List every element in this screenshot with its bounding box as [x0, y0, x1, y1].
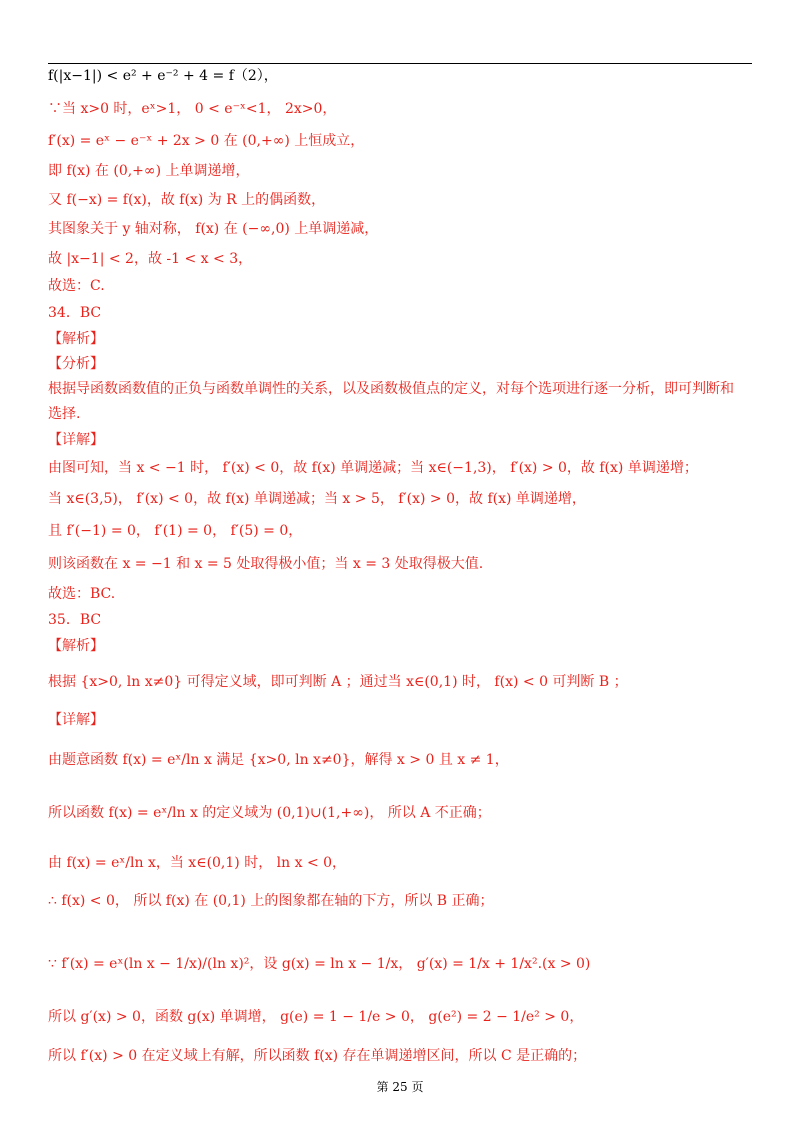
- text-line-24: 由题意函数 f(x) = eˣ/ln x 满足 {x>0, ln x≠0}，解得 x > 0 且 x ≠ 1，: [48, 752, 509, 768]
- text-line-17: 且 f′(−1) = 0， f′(1) = 0， f′(5) = 0，: [48, 523, 303, 539]
- text-line-15: 由图可知，当 x < −1 时， f′(x) < 0，故 f(x) 单调递减；当 x∈(−1,3)， f′(x) > 0，故 f(x) 单调递增；: [48, 460, 698, 476]
- text-line-6: 其图象关于 y 轴对称， f(x) 在 (−∞,0) 上单调递减，: [48, 221, 379, 237]
- section-fenxi: 【分析】: [48, 356, 104, 372]
- text-line-7: 故 |x−1| < 2，故 -1 < x < 3，: [48, 251, 253, 267]
- text-line-13: 选择.: [48, 406, 81, 422]
- text-line-18: 则该函数在 x = −1 和 x = 5 处取得极小值；当 x = 3 处取得极大值.: [48, 556, 484, 572]
- text-line-30: 所以 f′(x) > 0 在定义域上有解，所以函数 f(x) 存在单调递增区间，所以 C 是正确的；: [48, 1048, 587, 1064]
- text-line-1: f(|x−1|) < e² + e⁻² + 4 = f（2），: [48, 68, 278, 84]
- page-number: 第 25 页: [376, 1080, 424, 1094]
- text-line-4: 即 f(x) 在 (0,+∞) 上单调递增，: [48, 163, 250, 179]
- text-line-8: 故选：C.: [48, 278, 105, 294]
- text-line-3: f′(x) = eˣ − e⁻ˣ + 2x > 0 在 (0,+∞) 上恒成立，: [48, 133, 365, 149]
- text-line-27: ∴ f(x) < 0， 所以 f(x) 在 (0,1) 上的图象都在轴的下方，所以 B 正确；: [48, 893, 494, 909]
- text-line-12: 根据导函数函数值的正负与函数单调性的关系，以及函数极值点的定义，对每个选项进行逐一分析，即可判断和: [48, 381, 734, 397]
- text-line-26: 由 f(x) = eˣ/ln x，当 x∈(0,1) 时， ln x < 0，: [48, 855, 347, 871]
- text-line-5: 又 f(−x) = f(x)，故 f(x) 为 R 上的偶函数，: [48, 192, 326, 208]
- section-xiangjie: 【详解】: [48, 432, 104, 448]
- text-line-2: ∵当 x>0 时，eˣ>1， 0 < e⁻ˣ<1， 2x>0，: [48, 101, 337, 117]
- question-34-answer: 34．BC: [48, 305, 102, 321]
- text-line-22: 根据 {x>0, ln x≠0} 可得定义域，即可判断 A ；通过当 x∈(0,1) 时， f(x) < 0 可判断 B ；: [48, 674, 628, 690]
- text-line-16: 当 x∈(3,5)， f′(x) < 0，故 f(x) 单调递减；当 x > 5， f′(x) > 0，故 f(x) 单调递增，: [48, 491, 586, 507]
- text-line-19: 故选：BC.: [48, 586, 116, 602]
- text-line-25: 所以函数 f(x) = eˣ/ln x 的定义域为 (0,1)∪(1,+∞)， 所以 A 不正确；: [48, 805, 491, 821]
- text-line-29: 所以 g′(x) > 0，函数 g(x) 单调增， g(e) = 1 − 1/e > 0， g(e²) = 2 − 1/e² > 0，: [48, 1009, 584, 1025]
- question-35-answer: 35．BC: [48, 612, 102, 628]
- header-rule: [48, 63, 752, 64]
- section-xiangjie-2: 【详解】: [48, 712, 104, 728]
- section-jiexi-2: 【解析】: [48, 638, 104, 654]
- text-line-28: ∵ f′(x) = eˣ(ln x − 1/x)/(ln x)²，设 g(x) = ln x − 1/x， g′(x) = 1/x + 1/x².(x > 0): [48, 956, 591, 972]
- section-jiexi: 【解析】: [48, 331, 104, 347]
